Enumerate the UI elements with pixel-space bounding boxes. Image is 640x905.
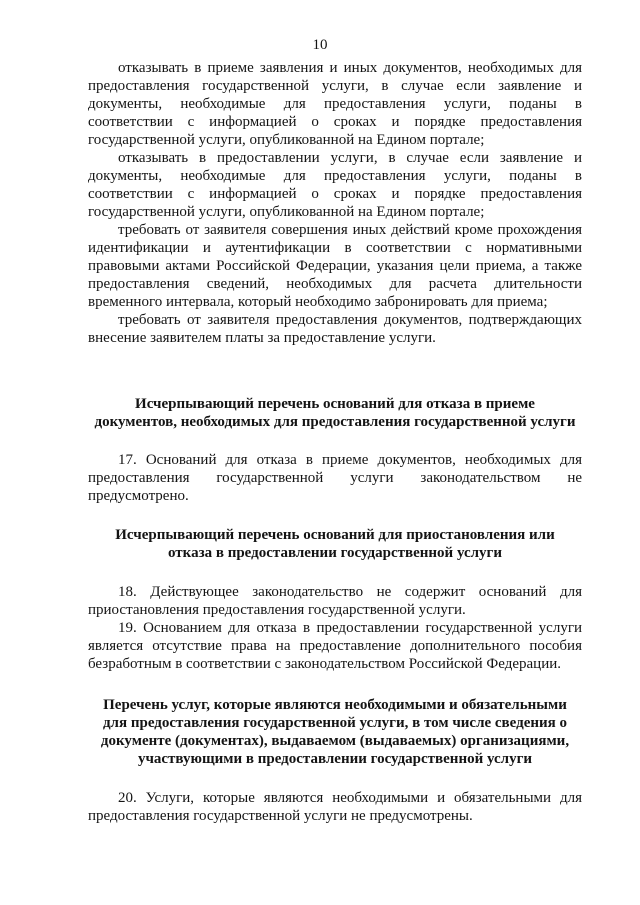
document-body bbox=[88, 59, 582, 825]
heading-required-services: Перечень услуг, которые являются необходимыми и обязательными для предоставления государственной услуги, в том числе сведения о документе (документах), выдаваемом (выдаваемых) организациями, участвующими в предоставлении государственной услуги bbox=[100, 697, 570, 767]
paragraph-20: 20. Услуги, которые являются необходимыми и обязательными для предоставления государственной услуги не предусмотрены. bbox=[88, 790, 582, 824]
paragraph-17: 17. Оснований для отказа в приеме документов, необходимых для предоставления государственной услуги законодательством не предусмотрено. bbox=[88, 452, 582, 504]
paragraph-19: 19. Основанием для отказа в предоставлении государственной услуги является отсутствие права на предоставление дополнительного пособия безработным в соответствии с законодательством Российской Федерации. bbox=[88, 620, 582, 672]
list-item-require-actions: требовать от заявителя совершения иных действий кроме прохождения идентификации и аутентификации в соответствии с нормативными правовыми актами Российской Федерации, указания цели приема, а также предоставления сведений, необходимых для расчета длительности временного интервала, который необходимо забронировать для приема; bbox=[88, 222, 582, 310]
list-item-require-payment-docs: требовать от заявителя предоставления документов, подтверждающих внесение заявителем платы за предоставление услуги. bbox=[88, 312, 582, 346]
heading-refusal-acceptance: Исчерпывающий перечень оснований для отказа в приеме документов, необходимых для предоставления государственной услуги bbox=[94, 396, 576, 430]
paragraph-18: 18. Действующее законодательство не содержит оснований для приостановления предоставления государственной услуги. bbox=[88, 584, 582, 618]
page-number: 10 bbox=[312, 37, 328, 53]
list-item-refuse-service: отказывать в предоставлении услуги, в случае если заявление и документы, необходимые для предоставления услуги, поданы в соответствии с информацией о сроках и порядке предоставления государственной услуги, опубликованной на Едином портале; bbox=[88, 150, 582, 220]
list-item-refuse-acceptance: отказывать в приеме заявления и иных документов, необходимых для предоставления государственной услуги, в случае если заявление и документы, необходимые для предоставления услуги, поданы в соответствии с информацией о сроках и порядке предоставления государственной услуги, опубликованной на Едином портале; bbox=[88, 60, 582, 148]
heading-suspension-refusal: Исчерпывающий перечень оснований для приостановления или отказа в предоставлении государственной услуги bbox=[115, 527, 555, 561]
